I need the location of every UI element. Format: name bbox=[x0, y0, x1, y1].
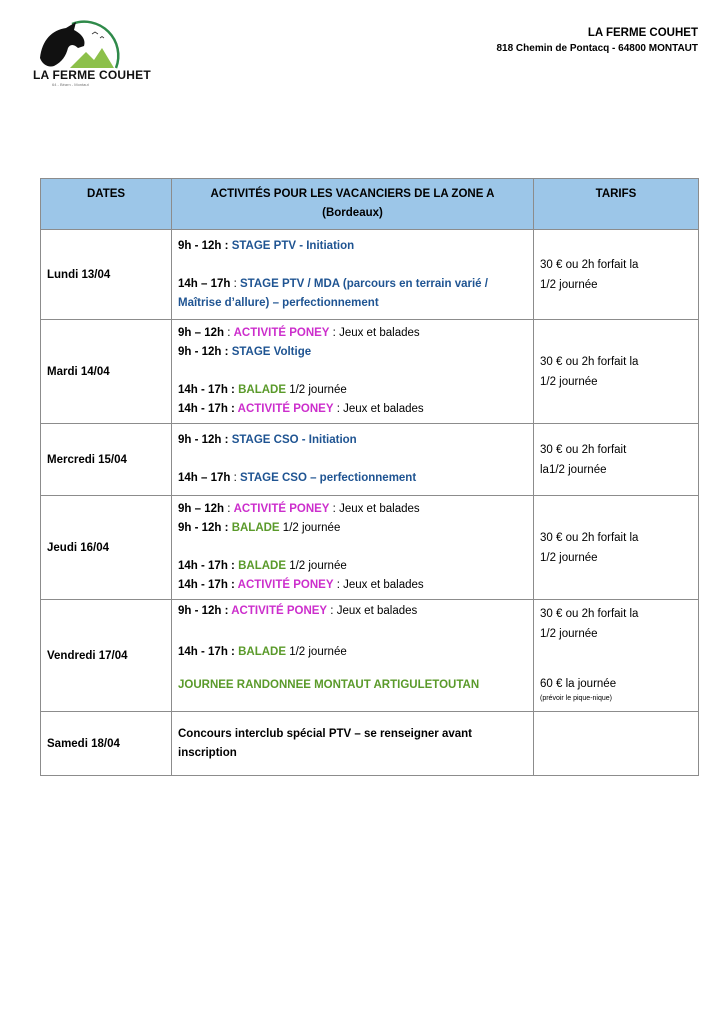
time: 14h - 17h : bbox=[178, 384, 239, 396]
tarif-line: 60 € la journée bbox=[540, 678, 617, 690]
logo-title: LA FERME COUHET bbox=[33, 68, 151, 82]
separator: : bbox=[224, 503, 234, 515]
tarif-line: 1/2 journée bbox=[540, 551, 598, 564]
tarif-line: 1/2 journée bbox=[540, 375, 598, 388]
activity-detail: : Jeux et balades bbox=[333, 403, 424, 415]
activity-name: Concours interclub spécial PTV – se renseigner avant bbox=[178, 727, 472, 740]
tarif-line: 30 € ou 2h forfait la bbox=[540, 355, 639, 368]
activity-name: STAGE PTV - Initiation bbox=[231, 239, 355, 252]
activity-name: BALADE bbox=[238, 560, 286, 572]
activity-name: BALADE bbox=[231, 522, 280, 534]
tarif-line: 1/2 journée bbox=[540, 628, 598, 640]
time: 9h – 12h bbox=[178, 503, 225, 515]
time: 14h - 17h : bbox=[178, 646, 239, 658]
activity-name: BALADE bbox=[238, 646, 286, 658]
logo-horse-head bbox=[40, 22, 85, 67]
separator: : bbox=[224, 327, 234, 339]
date-cell: Vendredi 17/04 bbox=[41, 600, 172, 712]
activities-cell bbox=[172, 320, 534, 424]
logo-mountain bbox=[70, 48, 114, 68]
date-cell: Mercredi 15/04 bbox=[41, 424, 172, 496]
tarif-line: 30 € ou 2h forfait la bbox=[540, 531, 639, 544]
time: 9h – 12h bbox=[178, 327, 225, 339]
logo-subtitle: 64 - Béarn - Montaut bbox=[52, 82, 89, 87]
header-activities bbox=[172, 179, 534, 230]
header-tarifs: TARIFS bbox=[534, 179, 699, 230]
time: 14h – 17h bbox=[178, 277, 231, 290]
activity-name: JOURNEE RANDONNEE MONTAUT ARTIGULETOUTAN bbox=[178, 679, 480, 691]
table-row bbox=[41, 424, 699, 496]
activities-cell bbox=[172, 600, 534, 712]
time: 9h - 12h : bbox=[178, 434, 232, 446]
date-cell: Mardi 14/04 bbox=[41, 320, 172, 424]
table-row bbox=[41, 230, 699, 320]
time: 9h - 12h : bbox=[178, 239, 232, 252]
activity-name: ACTIVITÉ PONEY bbox=[237, 579, 334, 591]
tarif-cell bbox=[534, 320, 699, 424]
company-info bbox=[496, 26, 698, 56]
time: 9h - 12h : bbox=[178, 346, 232, 358]
tarif-line: 30 € ou 2h forfait la bbox=[540, 608, 639, 620]
activity-name-cont: Maîtrise d’allure) – perfectionnement bbox=[178, 296, 379, 309]
activity-detail: 1/2 journée bbox=[279, 522, 341, 534]
table-row bbox=[41, 600, 699, 712]
tarif-line: 30 € ou 2h forfait la bbox=[540, 258, 639, 271]
tarif-line: 30 € ou 2h forfait bbox=[540, 443, 627, 456]
logo-bird bbox=[92, 32, 104, 38]
tarif-cell bbox=[534, 424, 699, 496]
activity-name: ACTIVITÉ PONEY bbox=[233, 503, 330, 515]
activity-name: STAGE CSO – perfectionnement bbox=[240, 472, 417, 484]
table-row bbox=[41, 320, 699, 424]
activities-cell bbox=[172, 712, 534, 776]
tarif-cell bbox=[534, 230, 699, 320]
activities-table bbox=[40, 178, 699, 776]
activities-cell bbox=[172, 424, 534, 496]
activity-detail: : Jeux et balades bbox=[329, 327, 420, 339]
separator: : bbox=[230, 472, 241, 484]
activity-name: STAGE Voltige bbox=[231, 346, 312, 358]
activity-name: STAGE CSO - Initiation bbox=[231, 434, 357, 446]
date-cell: Jeudi 16/04 bbox=[41, 496, 172, 600]
activity-detail: 1/2 journée bbox=[286, 384, 347, 396]
activity-name: ACTIVITÉ PONEY bbox=[231, 605, 328, 617]
activity-detail: : Jeux et balades bbox=[329, 503, 420, 515]
time: 9h - 12h : bbox=[178, 605, 232, 617]
tarif-cell bbox=[534, 600, 699, 712]
activity-name: ACTIVITÉ PONEY bbox=[233, 327, 330, 339]
activity-name: BALADE bbox=[238, 384, 286, 396]
tarif-line: la1/2 journée bbox=[540, 463, 607, 476]
time: 14h – 17h bbox=[178, 472, 231, 484]
tarif-line: 1/2 journée bbox=[540, 278, 598, 291]
activities-cell bbox=[172, 496, 534, 600]
company-name: LA FERME COUHET bbox=[587, 27, 698, 39]
tarif-cell bbox=[534, 712, 699, 776]
company-address: 818 Chemin de Pontacq - 64800 MONTAUT bbox=[496, 43, 698, 54]
table-row bbox=[41, 496, 699, 600]
table-header-row bbox=[41, 179, 699, 230]
header-activities-sub: (Bordeaux) bbox=[322, 207, 383, 219]
activity-name: STAGE PTV / MDA (parcours en terrain varié / bbox=[240, 277, 488, 290]
time: 14h - 17h : bbox=[178, 579, 238, 591]
header-activities-title: ACTIVITÉS POUR LES VACANCIERS DE LA ZONE A bbox=[210, 188, 495, 200]
table-row bbox=[41, 712, 699, 776]
activity-name-cont: inscription bbox=[178, 746, 237, 759]
time: 9h - 12h : bbox=[178, 522, 232, 534]
activity-detail: : Jeux et balades bbox=[333, 579, 424, 591]
time: 14h - 17h : bbox=[178, 403, 238, 415]
header-dates: DATES bbox=[41, 179, 172, 230]
activities-cell bbox=[172, 230, 534, 320]
time: 14h - 17h : bbox=[178, 560, 239, 572]
activity-detail: 1/2 journée bbox=[286, 560, 347, 572]
tarif-cell bbox=[534, 496, 699, 600]
tarif-note: (prévoir le pique-nique) bbox=[540, 695, 612, 702]
activity-detail: 1/2 journée bbox=[286, 646, 347, 658]
date-cell: Lundi 13/04 bbox=[41, 230, 172, 320]
activity-detail: : Jeux et balades bbox=[327, 605, 418, 617]
activity-name: ACTIVITÉ PONEY bbox=[237, 403, 334, 415]
separator: : bbox=[230, 277, 241, 290]
date-cell: Samedi 18/04 bbox=[41, 712, 172, 776]
